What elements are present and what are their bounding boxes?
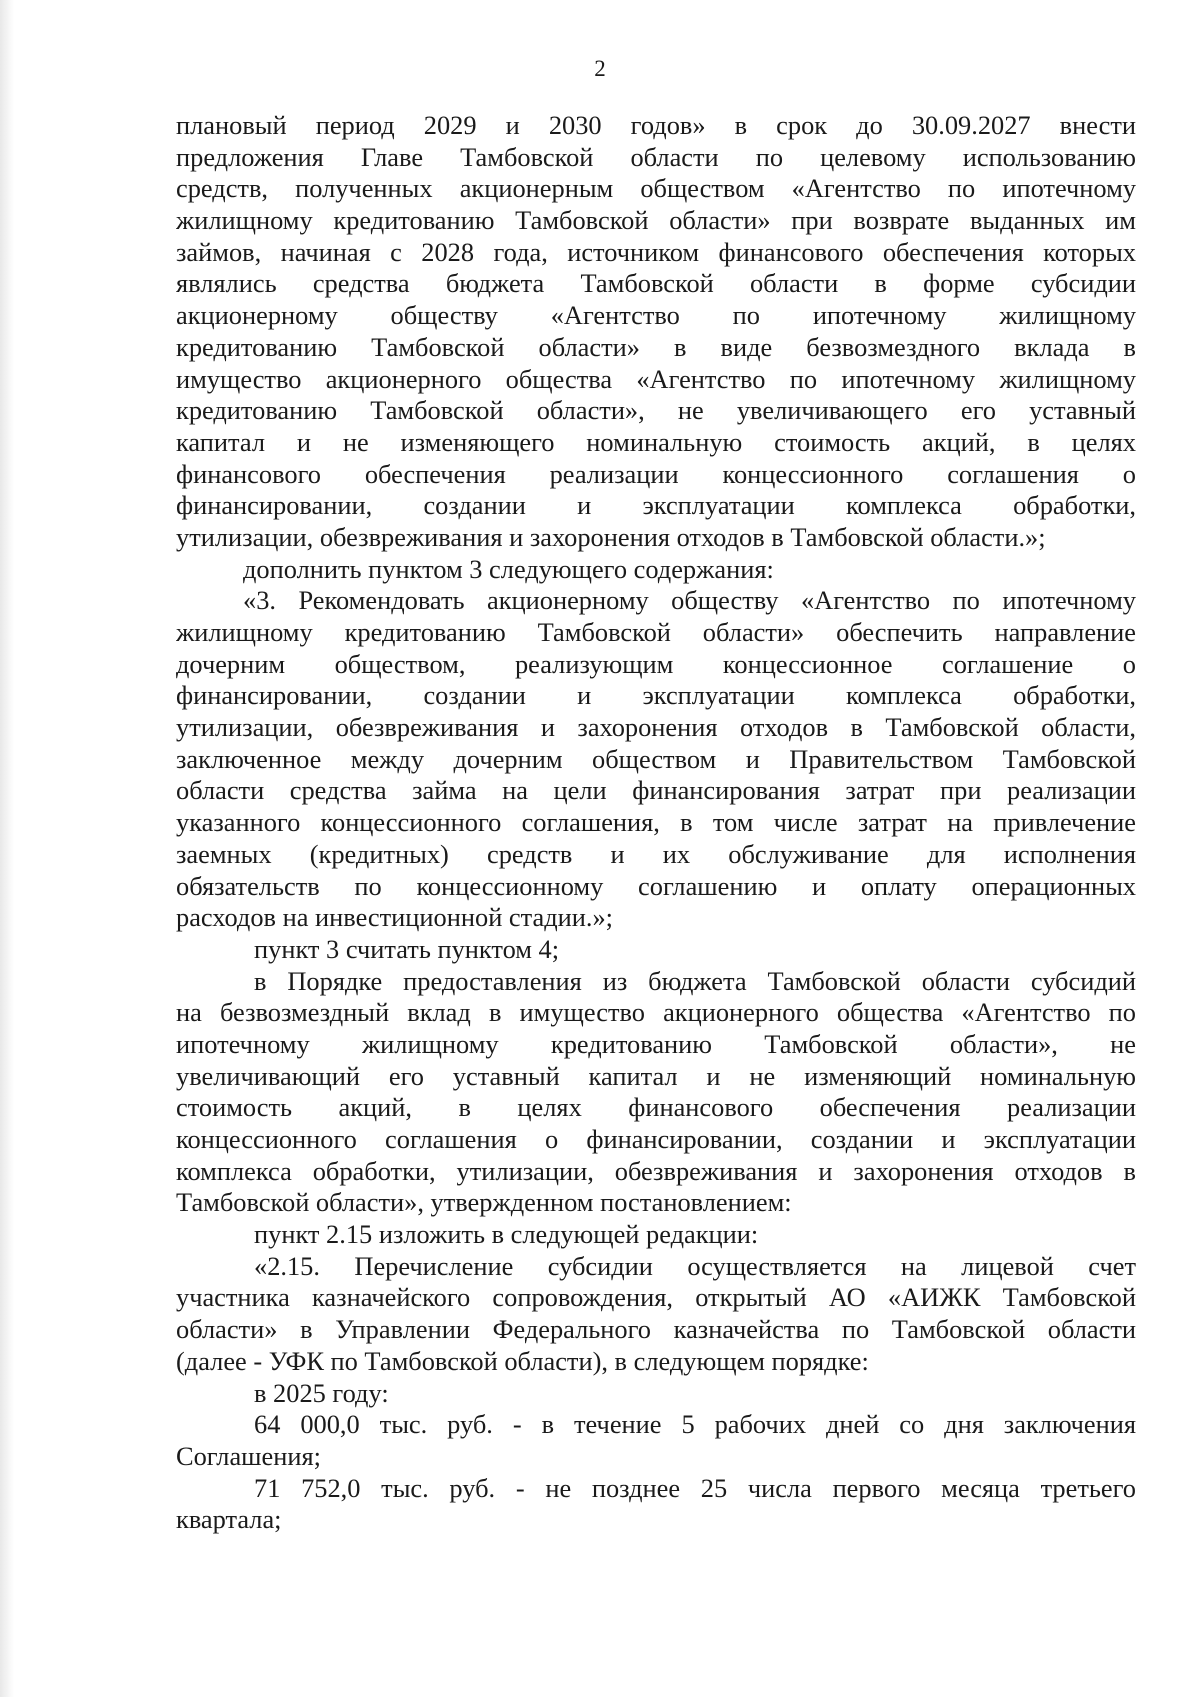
text-line: имущество акционерного общества «Агентство по ипотечному жилищному — [176, 363, 1136, 394]
text-line: плановый период 2029 и 2030 годов» в срок до 30.09.2027 внести — [176, 110, 1136, 140]
text-line: средств, полученных акционерным обществом «Агентство по ипотечному — [176, 173, 1136, 204]
text-line: 64 000,0 тыс. руб. - в течение 5 рабочих дней со дня заключения — [254, 1409, 1136, 1440]
text-line: в 2025 году: — [254, 1377, 389, 1408]
text-line: комплекса обработки, утилизации, обезвреживания и захоронения отходов в — [176, 1155, 1136, 1186]
text-line: стоимость акций, в целях финансового обеспечения реализации — [176, 1092, 1136, 1123]
text-line: дочерним обществом, реализующим концессионное соглашение о — [176, 648, 1136, 679]
text-line: указанного концессионного соглашения, в том числе затрат на привлечение — [176, 807, 1136, 838]
text-line: являлись средства бюджета Тамбовской области в форме субсидии — [176, 268, 1136, 299]
text-line: капитал и не изменяющего номинальную стоимость акций, в целях — [176, 426, 1136, 457]
text-line: расходов на инвестиционной стадии.»; — [176, 902, 613, 933]
document-body — [176, 110, 1136, 1536]
text-line: займов, начиная с 2028 года, источником финансового обеспечения которых — [176, 236, 1136, 267]
text-line: квартала; — [176, 1504, 282, 1535]
text-line: (далее - УФК по Тамбовской области), в следующем порядке: — [176, 1345, 869, 1376]
page-number: 2 — [594, 56, 606, 81]
text-line: на безвозмездный вклад в имущество акционерного общества «Агентство по — [176, 997, 1136, 1028]
text-line: в Порядке предоставления из бюджета Тамбовской области субсидий — [254, 965, 1136, 996]
text-line: утилизации, обезвреживания и захоронения отходов в Тамбовской области.»; — [176, 521, 1046, 552]
text-line: 71 752,0 тыс. руб. - не позднее 25 числа первого месяца третьего — [254, 1472, 1136, 1503]
text-line: концессионного соглашения о финансировании, создании и эксплуатации — [176, 1124, 1136, 1154]
scan-edge-shadow — [0, 0, 14, 1697]
text-line: дополнить пунктом 3 следующего содержания: — [243, 553, 774, 584]
text-line: финансировании, создании и эксплуатации комплекса обработки, — [176, 490, 1136, 521]
text-line: обязательств по концессионному соглашению и оплату операционных — [176, 870, 1136, 901]
text-line: «2.15. Перечисление субсидии осуществляется на лицевой счет — [254, 1250, 1136, 1281]
text-line: кредитованию Тамбовской области», не увеличивающего его уставный — [176, 395, 1136, 426]
text-line: Соглашения; — [176, 1440, 321, 1471]
text-line: пункт 3 считать пунктом 4; — [254, 933, 560, 964]
text-line: области» в Управлении Федерального казначейства по Тамбовской области — [176, 1314, 1136, 1345]
text-line: кредитованию Тамбовской области» в виде безвозмездного вклада в — [176, 331, 1136, 362]
text-line: жилищному кредитованию Тамбовской области» обеспечить направление — [176, 617, 1136, 647]
text-line: заемных (кредитных) средств и их обслуживание для исполнения — [176, 838, 1136, 869]
text-line: утилизации, обезвреживания и захоронения отходов в Тамбовской области, — [176, 712, 1136, 743]
text-line: предложения Главе Тамбовской области по целевому использованию — [176, 141, 1136, 172]
text-line: пункт 2.15 изложить в следующей редакции: — [254, 1219, 759, 1250]
text-line: финансового обеспечения реализации концессионного соглашения о — [176, 458, 1136, 489]
text-line: финансировании, создании и эксплуатации комплекса обработки, — [176, 680, 1136, 711]
text-line: Тамбовской области», утвержденном постановлением: — [176, 1187, 792, 1218]
text-line: акционерному обществу «Агентство по ипотечному жилищному — [176, 300, 1136, 331]
text-line: области средства займа на цели финансирования затрат при реализации — [176, 775, 1136, 806]
text-line: увеличивающий его уставный капитал и не изменяющий номинальную — [176, 1060, 1136, 1091]
text-line: жилищному кредитованию Тамбовской области» при возврате выданных им — [176, 205, 1136, 236]
text-line: заключенное между дочерним обществом и Правительством Тамбовской — [176, 743, 1136, 774]
text-line: участника казначейского сопровождения, открытый АО «АИЖК Тамбовской — [176, 1282, 1136, 1313]
text-line: ипотечному жилищному кредитованию Тамбовской области», не — [176, 1028, 1136, 1059]
text-line: «3. Рекомендовать акционерному обществу «Агентство по ипотечному — [243, 585, 1136, 616]
